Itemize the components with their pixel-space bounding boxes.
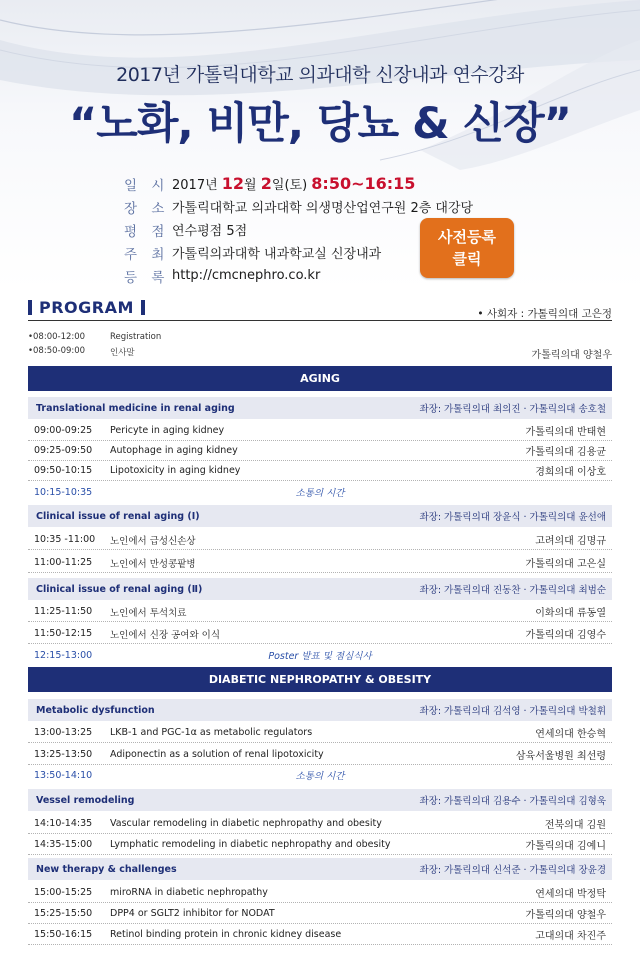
pre-time: •08:00-12:00 (28, 332, 86, 342)
row-topic: LKB-1 and PGC-1α as metabolic regulators (110, 727, 313, 738)
row-topic: 노인에서 만성콩팥병 (110, 558, 196, 570)
break-label: Poster 발표 및 점심식사 (268, 651, 372, 662)
row-speaker: 가톨릭의대 김용균 (525, 447, 606, 458)
row-speaker: 전북의대 김원 (544, 820, 606, 831)
row-speaker: 연세의대 박정탁 (535, 889, 606, 900)
session-header (28, 578, 612, 600)
row-time: 11:00-11:25 (34, 557, 93, 568)
row-speaker: 가톨릭의대 김예니 (525, 841, 606, 852)
pre-time: •08:50-09:00 (28, 346, 86, 356)
credit-value: 연수평점 5점 (172, 224, 248, 239)
row-speaker: 이화의대 류동열 (535, 608, 606, 619)
break-label: 소통의 시간 (295, 488, 345, 499)
break-row (28, 766, 612, 784)
row-speaker: 연세의대 한승혁 (535, 729, 606, 740)
session-header (28, 699, 612, 721)
schedule-row (28, 814, 612, 834)
schedule-row (28, 461, 612, 481)
row-speaker: 경희의대 이상호 (535, 467, 606, 478)
row-time: 11:25-11:50 (34, 606, 93, 617)
break-time: 13:50-14:10 (34, 769, 93, 781)
session-chair: 좌장: 가톨릭의대 최의진 · 가톨릭의대 송호철 (419, 404, 606, 415)
row-topic: Lipotoxicity in aging kidney (110, 465, 241, 476)
info-row-date (124, 172, 473, 195)
break-label: 소통의 시간 (295, 771, 345, 782)
row-time: 14:35-15:00 (34, 839, 93, 850)
schedule-row (28, 553, 612, 573)
row-time: 13:00-13:25 (34, 727, 93, 738)
row-time: 15:00-15:25 (34, 887, 93, 898)
hero-header (0, 0, 640, 290)
register-button-line2: 클릭 (452, 250, 482, 268)
pre-desc: 인사말 (110, 348, 135, 358)
pre-speaker: 가톨릭의대 양철우 (531, 350, 612, 361)
row-topic: 노인에서 급성신손상 (110, 535, 196, 547)
place-label: 장 소 (124, 200, 170, 217)
registration-url[interactable]: http://cmcnephro.co.kr (172, 268, 321, 283)
session-header (28, 789, 612, 811)
schedule-row (28, 624, 612, 644)
date-month: 12 (221, 174, 245, 193)
row-speaker: 가톨릭의대 반태현 (525, 427, 606, 438)
session-name: Translational medicine in renal aging (36, 402, 235, 414)
place-value: 가톨릭대학교 의과대학 의생명산업연구원 2층 대강당 (172, 201, 474, 216)
pre-row (28, 332, 612, 342)
schedule-row (28, 835, 612, 855)
session-header (28, 397, 612, 419)
session-name: New therapy & challenges (36, 863, 177, 875)
schedule-row (28, 723, 612, 743)
row-topic: Lymphatic remodeling in diabetic nephropathy and obesity (110, 839, 391, 850)
row-topic: 노인에서 투석치료 (110, 607, 187, 619)
row-time: 09:50-10:15 (34, 465, 93, 476)
date-time: 8:50~16:15 (311, 174, 416, 193)
row-speaker: 고대의대 차진주 (535, 931, 606, 942)
schedule-row (28, 530, 612, 550)
row-topic: Adiponectin as a solution of renal lipotoxicity (110, 749, 324, 760)
row-topic: miroRNA in diabetic nephropathy (110, 887, 268, 898)
row-topic: DPP4 or SGLT2 inhibitor for NODAT (110, 908, 275, 919)
schedule-row (28, 421, 612, 441)
pre-desc: Registration (110, 332, 162, 342)
schedule-row (28, 904, 612, 924)
row-topic: 노인에서 신장 공여와 이식 (110, 629, 221, 641)
event-subtitle: 2017년 가톨릭대학교 의과대학 신장내과 연수강좌 (116, 64, 524, 86)
program-divider (28, 320, 612, 321)
session-header (28, 505, 612, 527)
session-name: Metabolic dysfunction (36, 704, 155, 716)
row-time: 09:00-09:25 (34, 425, 93, 436)
register-button-line1: 사전등록 (438, 228, 496, 246)
row-topic: Pericyte in aging kidney (110, 425, 225, 436)
info-row-place (124, 195, 473, 218)
row-time: 10:35 -11:00 (34, 534, 96, 545)
moderator: • 사회자 : 가톨릭의대 고은정 (477, 308, 612, 320)
row-topic: Autophage in aging kidney (110, 445, 238, 456)
pre-registration-button[interactable] (420, 218, 514, 278)
program-title: PROGRAM (39, 298, 134, 317)
schedule-row (28, 441, 612, 461)
date-day: 2 (260, 174, 272, 193)
row-topic: Retinol binding protein in chronic kidney disease (110, 929, 342, 940)
schedule-row (28, 883, 612, 903)
section-banner-diabetic: DIABETIC NEPHROPATHY & OBESITY (28, 667, 612, 692)
session-chair: 좌장: 가톨릭의대 김석영 · 가톨릭의대 박철휘 (419, 706, 606, 717)
row-time: 15:50-16:15 (34, 929, 93, 940)
date-value (172, 174, 415, 193)
date-day-suffix: 일(토) (271, 178, 312, 193)
host-value: 가톨릭의과대학 내과학교실 신장내과 (172, 247, 382, 262)
schedule-row (28, 925, 612, 945)
host-label: 주 최 (124, 246, 170, 263)
row-time: 09:25-09:50 (34, 445, 93, 456)
row-speaker: 가톨릭의대 고은실 (525, 559, 606, 570)
break-row (28, 483, 612, 501)
row-speaker: 삼육서울병원 최선령 (515, 751, 606, 762)
event-title: “노화, 비만, 당뇨 & 신장” (69, 99, 571, 149)
session-chair: 좌장: 가톨릭의대 김용수 · 가톨릭의대 김형욱 (419, 796, 606, 807)
row-time: 11:50-12:15 (34, 628, 93, 639)
date-year: 2017년 (172, 178, 222, 193)
pre-row (28, 346, 612, 361)
program-bar-left (28, 300, 32, 315)
row-speaker: 고려의대 김명규 (535, 536, 606, 547)
credit-label: 평 점 (124, 223, 170, 240)
row-topic: Vascular remodeling in diabetic nephropathy and obesity (110, 818, 382, 829)
row-time: 14:10-14:35 (34, 818, 93, 829)
session-name: Clinical issue of renal aging (Ⅱ) (36, 583, 203, 595)
row-speaker: 가톨릭의대 양철우 (525, 910, 606, 921)
session-chair: 좌장: 가톨릭의대 신석준 · 가톨릭의대 장윤경 (419, 865, 606, 876)
registration-label: 등 록 (124, 269, 170, 286)
date-month-unit: 월 (244, 178, 261, 193)
schedule-row (28, 745, 612, 765)
break-row (28, 646, 612, 664)
break-time: 10:15-10:35 (34, 486, 93, 498)
session-chair: 좌장: 가톨릭의대 진동찬 · 가톨릭의대 최범순 (419, 585, 606, 596)
row-speaker: 가톨릭의대 김영수 (525, 630, 606, 641)
program-heading (28, 298, 145, 317)
session-chair: 좌장: 가톨릭의대 장윤식 · 가톨릭의대 윤선애 (419, 512, 606, 523)
session-header (28, 858, 612, 880)
row-time: 13:25-13:50 (34, 749, 93, 760)
program-bar-right (141, 300, 145, 315)
date-label: 일 시 (124, 177, 170, 194)
session-name: Vessel remodeling (36, 794, 135, 806)
row-time: 15:25-15:50 (34, 908, 93, 919)
schedule-row (28, 602, 612, 622)
break-time: 12:15-13:00 (34, 649, 93, 661)
session-name: Clinical issue of renal aging (Ⅰ) (36, 510, 200, 522)
section-banner-aging: AGING (28, 366, 612, 391)
